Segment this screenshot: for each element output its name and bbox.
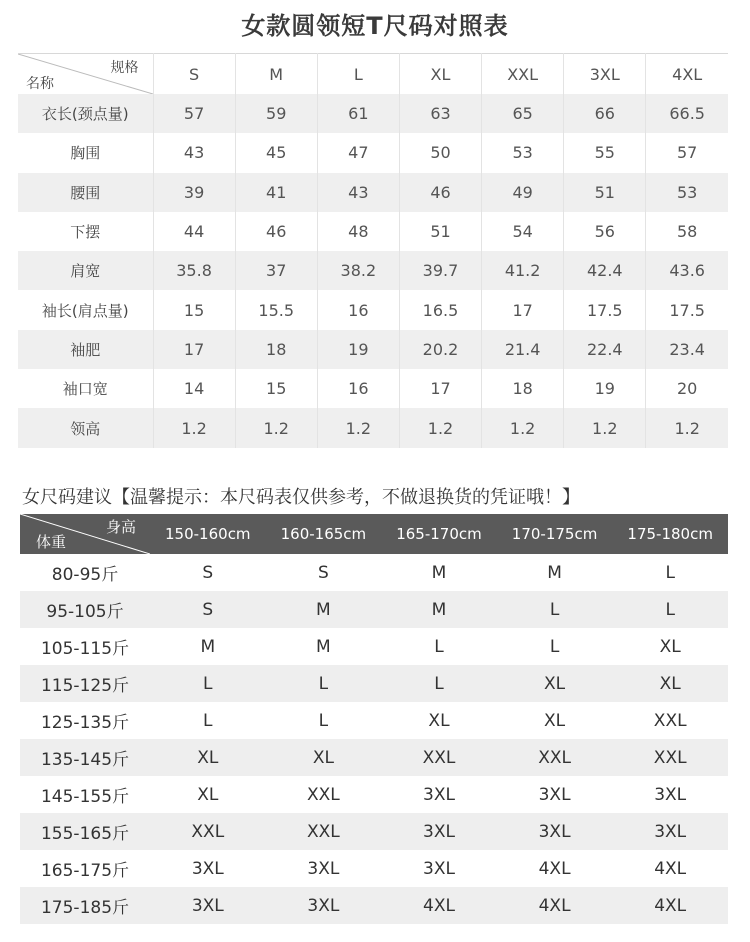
recommended-size: XL <box>612 665 728 702</box>
size-chart-table <box>18 53 728 448</box>
size-header: L <box>317 54 399 95</box>
measure-value: 39 <box>153 173 235 212</box>
recommended-size: XXL <box>381 739 497 776</box>
measure-value: 39.7 <box>399 251 481 290</box>
recommended-size: 3XL <box>307 858 340 879</box>
corner-cell <box>20 514 150 554</box>
recommended-size: 3XL <box>191 858 224 879</box>
measure-value: 66 <box>564 94 646 133</box>
measure-value: 1.2 <box>564 408 646 447</box>
measure-value: 1.2 <box>235 408 317 447</box>
measure-value: 45 <box>235 133 317 172</box>
measure-value: 20.2 <box>399 330 481 369</box>
table-row <box>18 408 728 447</box>
measure-value: 14 <box>153 369 235 408</box>
recommended-size: M <box>431 562 447 583</box>
measure-value: 19 <box>317 330 399 369</box>
measure-value: 18 <box>235 330 317 369</box>
size-recommend-table <box>20 514 728 924</box>
measure-label: 腰围 <box>18 173 153 212</box>
measure-value: 56 <box>564 212 646 251</box>
table-row <box>20 813 728 850</box>
recommended-size: XL <box>197 784 219 805</box>
table-row <box>20 739 728 776</box>
recommended-size: M <box>266 591 382 628</box>
recommended-size: 3XL <box>654 784 687 805</box>
measure-value: 57 <box>676 143 698 163</box>
weight-label: 80-95斤 <box>51 565 119 585</box>
table-row <box>18 173 728 212</box>
recommended-size: XL <box>150 739 266 776</box>
height-header: 165-170cm <box>381 514 497 554</box>
measure-value: 57 <box>153 94 235 133</box>
corner-label-spec: 规格 <box>110 60 139 76</box>
measure-value: 23.4 <box>646 330 728 369</box>
table-row <box>20 887 728 924</box>
recommended-size: L <box>318 710 329 731</box>
recommended-size: 3XL <box>612 813 728 850</box>
recommended-size: 3XL <box>381 813 497 850</box>
recommended-size: XXL <box>266 813 382 850</box>
measure-value: 48 <box>317 212 399 251</box>
recommended-size: L <box>266 665 382 702</box>
recommended-size: 4XL <box>654 858 687 879</box>
weight-label: 145-155斤 <box>40 787 130 807</box>
weight-label: 175-185斤 <box>20 887 150 924</box>
measure-value: 65 <box>482 94 564 133</box>
measure-value: 1.2 <box>482 408 564 447</box>
table-row <box>20 591 728 628</box>
measure-value: 43 <box>317 173 399 212</box>
measure-value: 41.2 <box>482 251 564 290</box>
table-row <box>18 251 728 290</box>
size-header: S <box>153 54 235 95</box>
weight-label: 95-105斤 <box>20 591 150 628</box>
recommended-size: 3XL <box>266 887 382 924</box>
size-header-row <box>18 54 728 95</box>
recommended-size: S <box>317 562 329 583</box>
measure-value: 17 <box>153 330 235 369</box>
recommended-size: XL <box>497 665 613 702</box>
recommended-size: L <box>665 562 675 583</box>
measure-value: 49 <box>482 173 564 212</box>
measure-value: 22.4 <box>564 330 646 369</box>
corner-label-height: 身高 <box>105 518 136 536</box>
measure-value: 58 <box>676 222 698 242</box>
recommended-size: M <box>200 636 216 657</box>
measure-label: 领高 <box>18 408 153 447</box>
page-title: 女款圆领短T尺码对照表 <box>241 12 509 40</box>
recommended-size: M <box>381 591 497 628</box>
table-row <box>18 212 728 251</box>
recommended-size: 4XL <box>381 887 497 924</box>
recommended-size: L <box>497 591 613 628</box>
recommended-size: M <box>547 562 562 583</box>
measure-value: 15.5 <box>235 290 317 329</box>
recommended-size: XXL <box>150 813 266 850</box>
measure-label: 袖肥 <box>18 330 153 369</box>
weight-label: 105-115斤 <box>40 639 130 659</box>
recommend-subtitle: 女尺码建议【温馨提示：本尺码表仅供参考，不做退换货的凭证哦！】 <box>22 487 580 508</box>
measure-value: 41 <box>235 173 317 212</box>
measure-value: 55 <box>564 133 646 172</box>
height-header: 175-180cm <box>612 514 728 554</box>
recommended-size: XXL <box>497 739 613 776</box>
measure-value: 53 <box>646 173 728 212</box>
size-header: 3XL <box>564 54 646 95</box>
recommended-size: S <box>202 562 214 583</box>
size-header: XXL <box>482 54 564 95</box>
measure-value: 21.4 <box>482 330 564 369</box>
size-header: 4XL <box>646 54 728 95</box>
table-row <box>20 554 728 591</box>
height-header: 150-160cm <box>150 514 266 554</box>
measure-value: 63 <box>399 94 481 133</box>
table-row <box>18 369 728 408</box>
measure-value: 46 <box>235 212 317 251</box>
height-header: 160-165cm <box>266 514 382 554</box>
measure-value: 1.2 <box>399 408 481 447</box>
measure-value: 37 <box>235 251 317 290</box>
recommended-size: 3XL <box>497 813 613 850</box>
weight-label: 155-165斤 <box>20 813 150 850</box>
weight-label: 125-135斤 <box>40 713 130 733</box>
measure-value: 17.5 <box>669 300 705 320</box>
recommended-size: 4XL <box>538 858 571 879</box>
measure-value: 43.6 <box>646 251 728 290</box>
height-header-row <box>20 514 728 554</box>
measure-value: 38.2 <box>317 251 399 290</box>
size-header: M <box>235 54 317 95</box>
measure-value: 19 <box>564 369 646 408</box>
corner-label-weight: 体重 <box>36 533 67 551</box>
weight-label: 115-125斤 <box>20 665 150 702</box>
table-row <box>20 665 728 702</box>
measure-value: 50 <box>399 133 481 172</box>
measure-value: 43 <box>153 133 235 172</box>
measure-value: 17 <box>482 290 564 329</box>
measure-value: 15 <box>235 369 317 408</box>
recommended-size: 3XL <box>423 784 455 805</box>
measure-value: 46 <box>399 173 481 212</box>
measure-value: 17.5 <box>564 290 646 329</box>
measure-value: 1.2 <box>317 408 399 447</box>
recommended-size: XXL <box>307 784 340 805</box>
table-row <box>18 94 728 133</box>
measure-value: 51 <box>564 173 646 212</box>
measure-value: 18 <box>482 369 564 408</box>
table-row <box>18 290 728 329</box>
measure-value: 17 <box>399 369 481 408</box>
recommended-size: L <box>381 665 497 702</box>
table-row <box>20 702 728 739</box>
table-row <box>20 628 728 665</box>
table-row <box>18 133 728 172</box>
recommended-size: S <box>150 591 266 628</box>
recommended-size: M <box>316 636 331 657</box>
recommended-size: XXL <box>653 710 687 731</box>
measure-label: 肩宽 <box>18 251 153 290</box>
measure-value: 42.4 <box>564 251 646 290</box>
recommended-size: L <box>203 710 213 731</box>
height-header: 170-175cm <box>497 514 613 554</box>
measure-value: 51 <box>399 212 481 251</box>
recommended-size: XL <box>266 739 382 776</box>
measure-value: 47 <box>317 133 399 172</box>
measure-value: 59 <box>235 94 317 133</box>
recommended-size: 4XL <box>612 887 728 924</box>
corner-cell <box>18 54 153 95</box>
recommended-size: 4XL <box>497 887 613 924</box>
measure-label: 胸围 <box>18 133 153 172</box>
recommended-size: 3XL <box>538 784 571 805</box>
recommended-size: XL <box>659 636 681 657</box>
measure-value: 1.2 <box>646 408 728 447</box>
recommended-size: XL <box>544 710 566 731</box>
recommended-size: L <box>150 665 266 702</box>
table-row <box>20 850 728 887</box>
recommended-size: XL <box>428 710 450 731</box>
measure-label: 衣长(颈点量) <box>18 94 153 133</box>
recommended-size: 3XL <box>150 887 266 924</box>
measure-value: 16.5 <box>399 290 481 329</box>
measure-value: 15 <box>153 290 235 329</box>
measure-value: 1.2 <box>153 408 235 447</box>
measure-value: 61 <box>317 94 399 133</box>
recommended-size: L <box>434 636 444 657</box>
measure-value: 66.5 <box>646 94 728 133</box>
recommended-size: XXL <box>612 739 728 776</box>
corner-label-name: 名称 <box>26 76 54 92</box>
measure-value: 16 <box>317 369 399 408</box>
measure-value: 16 <box>317 290 399 329</box>
recommended-size: L <box>612 591 728 628</box>
weight-label: 135-145斤 <box>20 739 150 776</box>
measure-label: 袖长(肩点量) <box>18 290 153 329</box>
recommended-size: 3XL <box>423 858 455 879</box>
table-row <box>20 776 728 813</box>
measure-value: 35.8 <box>153 251 235 290</box>
measure-value: 53 <box>482 133 564 172</box>
measure-label: 袖口宽 <box>18 369 153 408</box>
measure-label: 下摆 <box>18 212 153 251</box>
measure-value: 54 <box>482 212 564 251</box>
measure-value: 44 <box>153 212 235 251</box>
recommended-size: L <box>549 636 560 657</box>
size-header: XL <box>399 54 481 95</box>
table-row <box>18 330 728 369</box>
weight-label: 165-175斤 <box>40 861 130 881</box>
measure-value: 20 <box>676 379 698 399</box>
